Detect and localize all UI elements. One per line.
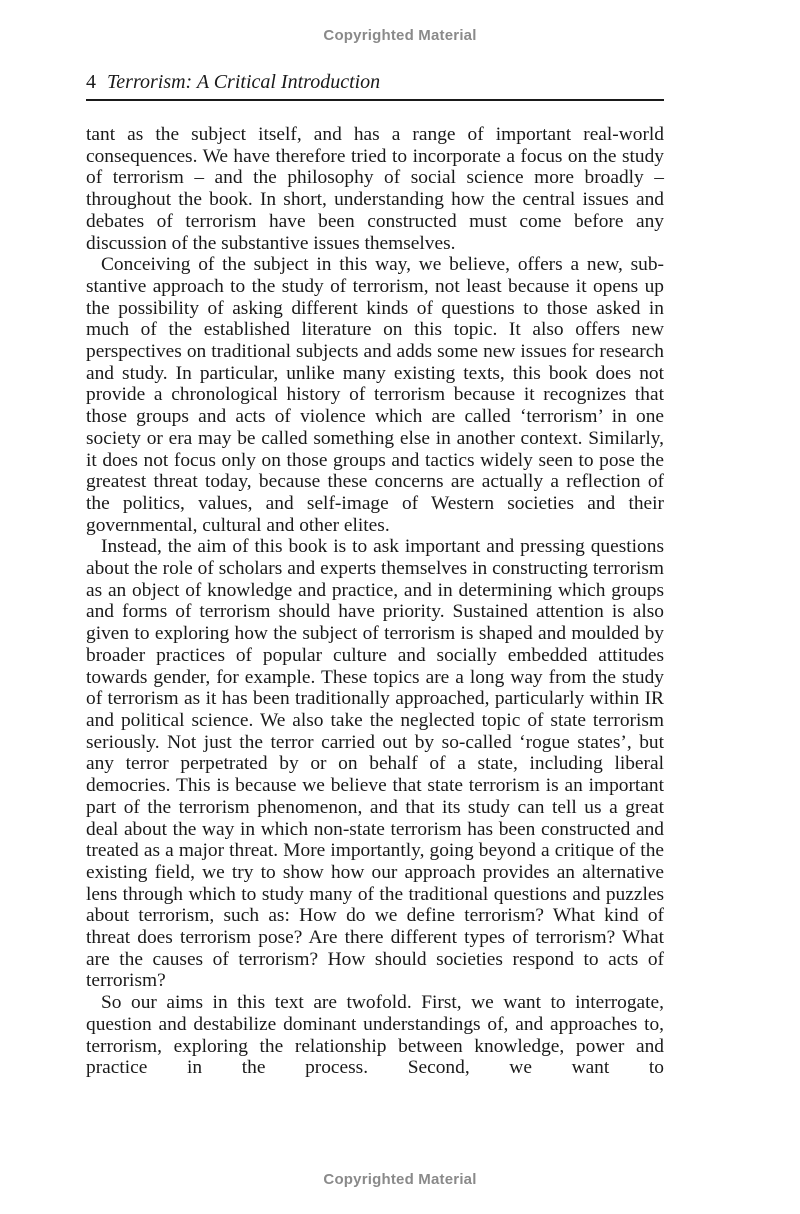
body-text xyxy=(86,124,664,1079)
page-number: 4 xyxy=(86,71,96,93)
running-header xyxy=(86,70,664,101)
paragraph-continuation: tant as the subject itself, and has a range of important real-world consequences. We have therefore tried to incorporate a focus on the study of terrorism – and the philosophy of social science more broadly – throughout the book. In short, understanding how the central issues and debates of terrorism have been constructed must come before any discussion of the substantive issues themselves. xyxy=(86,124,664,254)
paragraph: Instead, the aim of this book is to ask important and pressing questions about the role of scholars and experts themselves in constructing terrorism as an object of knowledge and practice, and in determining which groups and forms of terrorism should have priority. Sustained attention is also given to exploring how the subject of terrorism is shaped and moulded by broader practices of popular culture and socially embedded attitudes towards gender, for example. These topics are a long way from the study of terrorism as it has been traditionally approached, particularly within IR and political science. We also take the neglected topic of state terrorism seriously. Not just the terror carried out by so-called ‘rogue states’, but any terror perpetrated by or on behalf of a state, including liberal democries. This is because we believe that state terrorism is an important part of the terrorism phenomenon, and that its study can tell us a great deal about the way in which non-state terrorism has been constructed and treated as a major threat. More importantly, going beyond a critique of the existing field, we try to show how our approach provides an alternative lens through which to study many of the traditional questions and puzzles about terrorism, such as: How do we define terrorism? What kind of threat does terrorism pose? Are there different types of terrorism? What are the causes of terrorism? How should societies respond to acts of terrorism? xyxy=(86,536,664,992)
paragraph: So our aims in this text are twofold. First, we want to interrogate, question and destabilize dominant understandings of, and approaches to, terrorism, exploring the relationship between knowledge, power and practice in the process. Second, we want to xyxy=(86,992,664,1079)
running-title: Terrorism: A Critical Introduction xyxy=(107,71,381,93)
paragraph: Conceiving of the subject in this way, we believe, offers a new, substantive approach to the study of terrorism, not least because it opens up the possibility of asking different kinds of questions to those asked in much of the established literature on this topic. It also offers new perspectives on traditional subjects and adds some new issues for research and study. In particular, unlike many existing texts, this book does not provide a chronological history of terrorism because it recognizes that those groups and acts of violence which are called ‘terrorism’ in one society or era may be called something else in another context. Similarly, it does not focus only on those groups and tactics widely seen to pose the greatest threat today, because these concerns are actually a reflection of the politics, values, and self-image of Western societies and their governmental, cultural and other elites. xyxy=(86,254,664,536)
copyright-watermark-bottom: Copyrighted Material xyxy=(323,1171,477,1188)
copyright-watermark-top: Copyrighted Material xyxy=(323,27,477,44)
